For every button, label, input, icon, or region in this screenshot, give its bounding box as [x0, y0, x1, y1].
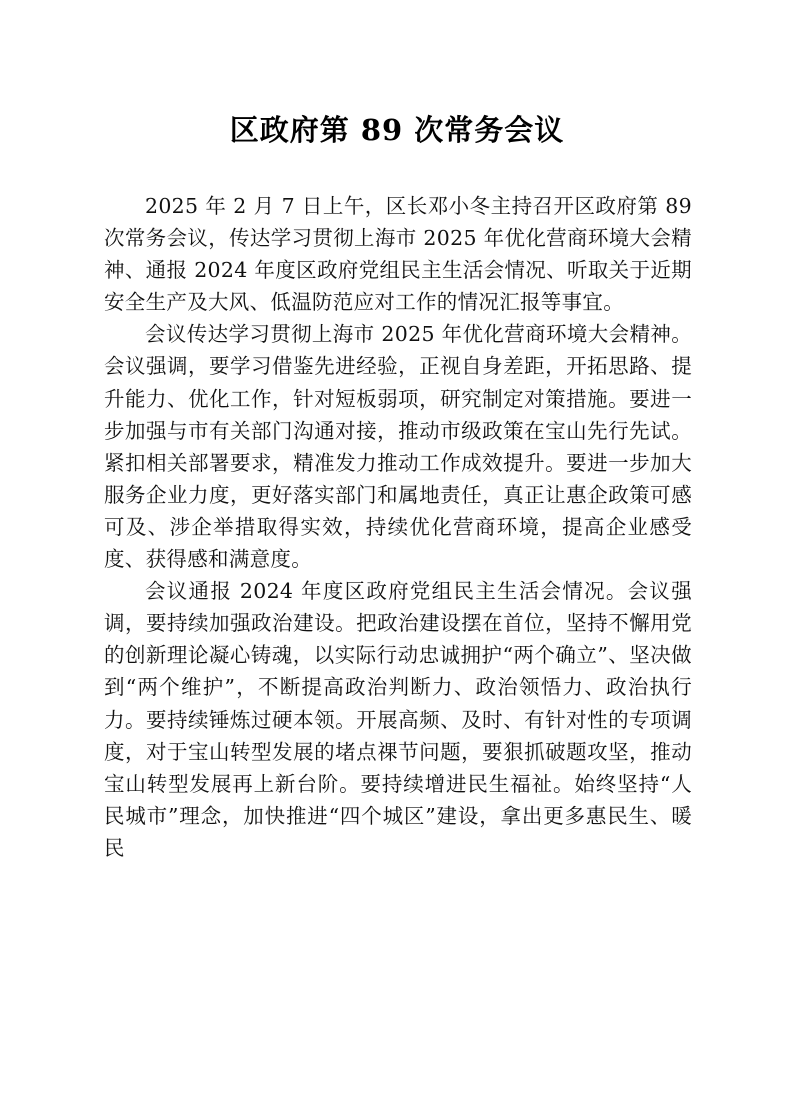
paragraph-intro: 2025 年 2 月 7 日上午，区长邓小冬主持召开区政府第 89 次常务会议，传达学习贯彻上海市 2025 年优化营商环境大会精神、通报 2024 年度区政府党组民主生活会情况、听取关于近期安全生产及大风、低温防范应对工作的情况汇报等事宜。 [104, 194, 692, 315]
document-title: 区政府第 89 次常务会议 [229, 113, 565, 147]
document-body [104, 190, 692, 864]
paragraph-business-environment: 会议传达学习贯彻上海市 2025 年优化营商环境大会精神。会议强调，要学习借鉴先进经验，正视自身差距，开拓思路、提升能力、优化工作，针对短板弱项，研究制定对策措施。要进一步加强与市有关部门沟通对接，推动市级政策在宝山先行先试。紧扣相关部署要求，精准发力推动工作成效提升。要进一步加大服务企业力度，更好落实部门和属地责任，真正让惠企政策可感可及、涉企举措取得实效，持续优化营商环境，提高企业感受度、获得感和满意度。 [104, 322, 692, 572]
paragraph-democratic-life-meeting: 会议通报 2024 年度区政府党组民主生活会情况。会议强调，要持续加强政治建设。把政治建设摆在首位，坚持不懈用党的创新理论凝心铸魂，以实际行动忠诚拥护“两个确立”、坚决做到“两个维护”，不断提高政治判断力、政治领悟力、政治执行力。要持续锤炼过硬本领。开展高频、及时、有针对性的专项调度，对于宝山转型发展的堵点祼节问题，要狠抓破题攻坚，推动宝山转型发展再上新台阶。要持续增进民生福祉。始终坚持“人民城市”理念，加快推进“四个城区”建设，拿出更多惠民生、暖民 [104, 579, 692, 860]
